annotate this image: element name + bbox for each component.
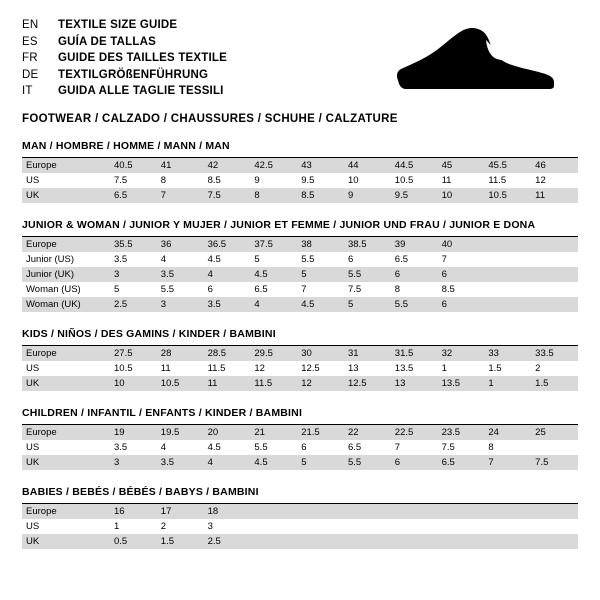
- cell: 6.5: [254, 284, 268, 295]
- size-table-junior-woman: [22, 237, 578, 312]
- cell: 5.5: [344, 267, 391, 282]
- cell: [250, 504, 297, 519]
- row-label: Europe: [22, 237, 110, 252]
- cell: [531, 440, 578, 455]
- language-title: GUIDA ALLE TAGLIE TESSILI: [58, 85, 224, 97]
- cell: 6.5: [394, 254, 408, 265]
- cell: 6: [207, 284, 213, 295]
- cell: 12: [254, 363, 265, 374]
- cell: 36.5: [204, 237, 251, 252]
- cell: 8: [160, 175, 167, 186]
- cell: 3.5: [157, 267, 204, 282]
- cell: 37.5: [250, 237, 297, 252]
- cell: 8.5: [297, 188, 344, 203]
- cell: 5.5: [254, 442, 268, 453]
- cell: [531, 252, 578, 267]
- cell: 31: [344, 346, 391, 361]
- section-title: CHILDREN / INFANTIL / ENFANTS / KINDER / BAMBINI: [22, 407, 578, 425]
- table-row: [22, 455, 578, 470]
- cell: 12: [297, 376, 344, 391]
- cell: 5.5: [301, 254, 315, 265]
- cell: 8: [394, 284, 401, 295]
- cell: 6: [347, 254, 354, 265]
- cell: 9.5: [391, 188, 438, 203]
- language-code: FR: [22, 52, 38, 64]
- cell: 6: [391, 267, 438, 282]
- section-kids: [22, 328, 578, 391]
- cell: 3.5: [204, 297, 251, 312]
- language-title: TEXTILE SIZE GUIDE: [58, 19, 178, 31]
- cell: [438, 519, 485, 534]
- cell: 13.5: [438, 376, 485, 391]
- cell: 41: [157, 158, 204, 173]
- section-junior-woman: [22, 219, 578, 312]
- section-title: KIDS / NIÑOS / DES GAMINS / KINDER / BAMBINI: [22, 328, 578, 346]
- cell: [438, 534, 485, 549]
- cell: 13: [347, 363, 359, 374]
- size-table-body: [22, 346, 578, 391]
- cell: 6: [438, 297, 485, 312]
- table-row: [22, 519, 578, 534]
- cell: 23.5: [438, 425, 485, 440]
- cell: 22: [344, 425, 391, 440]
- cell: 1: [441, 363, 447, 374]
- size-table-body: [22, 237, 578, 312]
- cell: 38.5: [344, 237, 391, 252]
- row-label: UK: [22, 455, 110, 470]
- cell: 7: [301, 284, 307, 295]
- cell: 33.5: [531, 346, 578, 361]
- cell: 19.5: [157, 425, 204, 440]
- cell: 10.5: [157, 376, 204, 391]
- cell: 30: [297, 346, 344, 361]
- cell: 18: [204, 504, 251, 519]
- cell: 20: [204, 425, 251, 440]
- row-label: UK: [22, 188, 110, 203]
- section-title: BABIES / BEBÉS / BÉBÉS / BABYS / BAMBINI: [22, 486, 578, 504]
- cell: 44: [344, 158, 391, 173]
- cell: [250, 519, 297, 534]
- cell: [484, 267, 531, 282]
- language-code: ES: [22, 35, 38, 48]
- cell: 5: [297, 455, 344, 470]
- row-label: Woman (UK): [22, 297, 110, 312]
- cell: 46: [531, 158, 578, 173]
- cell: [391, 534, 438, 549]
- cell: 4: [160, 254, 167, 265]
- cell: 9: [254, 175, 260, 186]
- cell: [297, 519, 344, 534]
- cell: [297, 534, 344, 549]
- cell: 17: [157, 504, 204, 519]
- cell: 4.5: [207, 442, 221, 453]
- row-label: US: [26, 363, 40, 374]
- cell: 38: [297, 237, 344, 252]
- cell: [344, 534, 391, 549]
- cell: 3: [157, 297, 204, 312]
- language-code: IT: [22, 85, 33, 97]
- row-label: UK: [22, 376, 110, 391]
- cell: 0.5: [110, 534, 157, 549]
- cell: 16: [110, 504, 157, 519]
- language-code: EN: [22, 19, 39, 31]
- section-title: MAN / HOMBRE / HOMME / MANN / MAN: [22, 140, 578, 158]
- cell: 10: [110, 376, 157, 391]
- table-row: [22, 297, 578, 312]
- cell: 13.5: [394, 363, 414, 374]
- cell: 4: [204, 267, 251, 282]
- cell: 45.5: [484, 158, 531, 173]
- size-table-body: [22, 425, 578, 470]
- size-table-body: [22, 504, 578, 549]
- table-row: [22, 425, 578, 440]
- cell: 11: [531, 188, 578, 203]
- cell: [344, 504, 391, 519]
- row-label: Junior (US): [26, 254, 75, 265]
- cell: 1.5: [531, 376, 578, 391]
- table-row: [22, 282, 578, 297]
- cell: [531, 237, 578, 252]
- cell: 25: [531, 425, 578, 440]
- cell: 5: [254, 254, 260, 265]
- cell: 24: [484, 425, 531, 440]
- cell: [484, 519, 531, 534]
- cell: 9.5: [301, 175, 315, 186]
- cell: 2.5: [110, 297, 157, 312]
- cell: [531, 534, 578, 549]
- section-man: [22, 140, 578, 203]
- row-label: US: [26, 175, 40, 186]
- cell: 4: [250, 297, 297, 312]
- cell: 5: [114, 284, 120, 295]
- language-row: [22, 68, 227, 85]
- cell: 4.5: [250, 267, 297, 282]
- cell: 6.5: [438, 455, 485, 470]
- dress-shoe-icon: [390, 26, 560, 98]
- cell: 6: [438, 267, 485, 282]
- cell: [391, 504, 438, 519]
- cell: 28: [157, 346, 204, 361]
- document-header: [22, 18, 578, 125]
- table-row: [22, 346, 578, 361]
- cell: [250, 534, 297, 549]
- cell: 8: [250, 188, 297, 203]
- row-label: Europe: [22, 346, 110, 361]
- cell: 5.5: [344, 455, 391, 470]
- cell: 12: [535, 175, 546, 186]
- cell: 29.5: [250, 346, 297, 361]
- table-row: [22, 237, 578, 252]
- cell: [531, 504, 578, 519]
- cell: 7.5: [531, 455, 578, 470]
- cell: 22.5: [391, 425, 438, 440]
- cell: 40.5: [110, 158, 157, 173]
- row-label: US: [26, 521, 40, 532]
- cell: 6.5: [347, 442, 362, 453]
- language-title-list: [22, 18, 227, 101]
- cell: 36: [157, 237, 204, 252]
- table-row: [22, 376, 578, 391]
- language-row: [22, 84, 227, 101]
- table-row: [22, 188, 578, 203]
- cell: 10.5: [114, 363, 133, 374]
- cell: 11: [160, 363, 171, 374]
- cell: [297, 504, 344, 519]
- cell: 4: [204, 455, 251, 470]
- cell: 11: [204, 376, 251, 391]
- cell: 2: [535, 363, 541, 374]
- cell: [531, 297, 578, 312]
- cell: 28.5: [204, 346, 251, 361]
- language-title-list-body: [22, 18, 227, 101]
- language-row: [22, 51, 227, 68]
- table-row: [22, 158, 578, 173]
- cell: 1.5: [157, 534, 204, 549]
- cell: 2: [160, 521, 167, 532]
- cell: 27.5: [110, 346, 157, 361]
- language-title: TEXTILGRÖßENFÜHRUNG: [58, 68, 209, 81]
- cell: 7: [157, 188, 204, 203]
- cell: 3.5: [157, 455, 204, 470]
- cell: 12.5: [301, 363, 320, 374]
- cell: 8.5: [441, 284, 455, 295]
- cell: 2.5: [204, 534, 251, 549]
- section-children: [22, 407, 578, 470]
- cell: 5: [344, 297, 391, 312]
- cell: 45: [438, 158, 485, 173]
- cell: 40: [438, 237, 485, 252]
- cell: [531, 267, 578, 282]
- size-table-kids: [22, 346, 578, 391]
- cell: 3.5: [114, 442, 128, 453]
- size-table-body: [22, 158, 578, 203]
- language-code: DE: [22, 68, 39, 81]
- size-table-man: [22, 158, 578, 203]
- cell: [484, 282, 531, 297]
- row-label: UK: [22, 534, 110, 549]
- cell: 7: [484, 455, 531, 470]
- cell: 4.5: [207, 254, 221, 265]
- cell: [344, 519, 391, 534]
- table-row: [22, 173, 578, 188]
- cell: 43: [297, 158, 344, 173]
- cell: 8.5: [207, 175, 221, 186]
- cell: 9: [344, 188, 391, 203]
- cell: 5: [297, 267, 344, 282]
- cell: 6: [391, 455, 438, 470]
- cell: 11.5: [488, 175, 507, 186]
- language-title: GUÍA DE TALLAS: [58, 35, 156, 48]
- cell: [531, 519, 578, 534]
- table-row: [22, 267, 578, 282]
- cell: 4.5: [250, 455, 297, 470]
- cell: 7.5: [441, 442, 455, 453]
- cell: 42: [204, 158, 251, 173]
- cell: 12.5: [344, 376, 391, 391]
- row-label: Junior (UK): [22, 267, 110, 282]
- cell: [484, 252, 531, 267]
- cell: 13: [391, 376, 438, 391]
- cell: 3: [110, 267, 157, 282]
- cell: 3: [207, 521, 213, 532]
- cell: 10: [438, 188, 485, 203]
- row-label: Europe: [22, 158, 110, 173]
- cell: 11.5: [250, 376, 297, 391]
- cell: 7.5: [204, 188, 251, 203]
- cell: 33: [484, 346, 531, 361]
- table-row: [22, 440, 578, 455]
- cell: 3.5: [114, 254, 128, 265]
- cell: 10.5: [394, 175, 414, 186]
- cell: 7.5: [347, 284, 362, 295]
- row-label: Woman (US): [26, 284, 81, 295]
- cell: [531, 282, 578, 297]
- cell: 5.5: [160, 284, 175, 295]
- language-row: [22, 18, 227, 35]
- cell: 6.5: [110, 188, 157, 203]
- cell: 1: [484, 376, 531, 391]
- cell: 7: [441, 254, 447, 265]
- cell: 21: [250, 425, 297, 440]
- cell: 31.5: [391, 346, 438, 361]
- cell: 39: [391, 237, 438, 252]
- cell: 1.5: [488, 363, 502, 374]
- cell: [438, 504, 485, 519]
- category-title: FOOTWEAR / CALZADO / CHAUSSURES / SCHUHE / CALZATURE: [22, 112, 398, 125]
- table-row: [22, 361, 578, 376]
- cell: 21.5: [297, 425, 344, 440]
- row-label: Europe: [22, 425, 110, 440]
- table-row: [22, 504, 578, 519]
- cell: 10: [347, 175, 359, 186]
- size-table-babies: [22, 504, 578, 549]
- cell: 44.5: [391, 158, 438, 173]
- cell: 11: [441, 175, 452, 186]
- cell: 35.5: [110, 237, 157, 252]
- cell: 3: [110, 455, 157, 470]
- cell: 4: [160, 442, 167, 453]
- cell: 7: [394, 442, 401, 453]
- cell: 7.5: [114, 175, 128, 186]
- cell: 10.5: [484, 188, 531, 203]
- cell: 8: [488, 442, 494, 453]
- cell: [484, 237, 531, 252]
- cell: [484, 534, 531, 549]
- cell: 6: [301, 442, 307, 453]
- section-title: JUNIOR & WOMAN / JUNIOR Y MUJER / JUNIOR ET FEMME / JUNIOR UND FRAU / JUNIOR E DONA: [22, 219, 578, 237]
- row-label: US: [26, 442, 40, 453]
- size-table-children: [22, 425, 578, 470]
- cell: [484, 297, 531, 312]
- table-row: [22, 534, 578, 549]
- cell: 5.5: [391, 297, 438, 312]
- language-title: GUIDE DES TAILLES TEXTILE: [58, 52, 227, 64]
- cell: 32: [438, 346, 485, 361]
- cell: 1: [114, 521, 120, 532]
- cell: [484, 504, 531, 519]
- language-row: [22, 35, 227, 52]
- cell: [391, 519, 438, 534]
- section-babies: [22, 486, 578, 549]
- table-row: [22, 252, 578, 267]
- cell: 11.5: [207, 363, 226, 374]
- cell: 42.5: [250, 158, 297, 173]
- cell: 4.5: [297, 297, 344, 312]
- row-label: Europe: [22, 504, 110, 519]
- cell: 19: [110, 425, 157, 440]
